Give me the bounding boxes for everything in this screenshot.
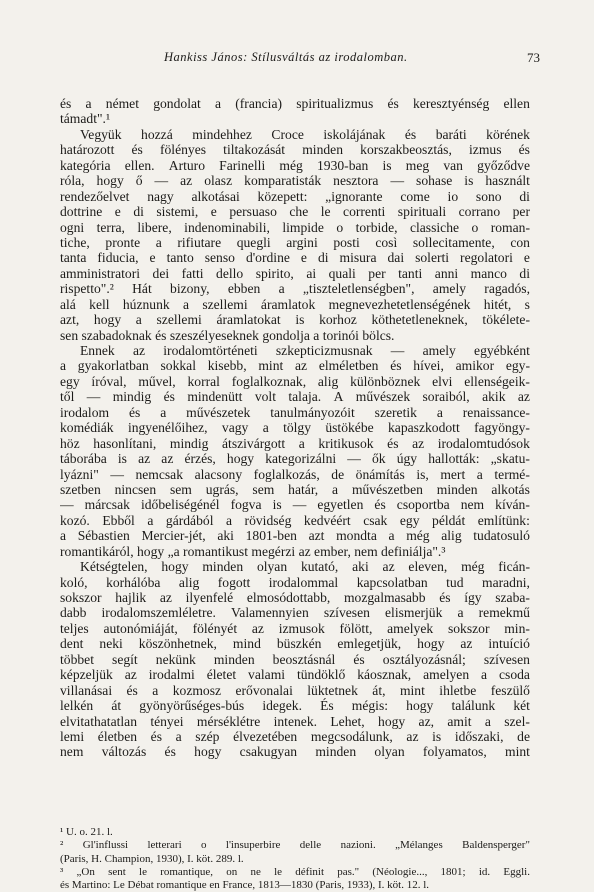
text-line: táborába is az az érzés, hogy kategorizálni — ők úgy hallották: „skatu- bbox=[60, 451, 530, 467]
text-line: romantikáról, hogy „a romantikust megérzi az ember, nem definiálja".³ bbox=[60, 543, 446, 559]
text-line: sokszor hajlik az ilyenfelé elmosódottabb, mozgalmasabb és így szaba- bbox=[60, 590, 530, 605]
page-number: 73 bbox=[527, 50, 540, 65]
text-line: egy íróval, művel, korral foglalkoznak, alig különböznek elvi ellenségeik- bbox=[60, 373, 530, 389]
text-line: elvitathatatlan tényei mérséklétre intenek. Lehet, hogy az, amit a szel- bbox=[60, 713, 530, 729]
text-line: alá kell húznunk a szellemi áramlatok megnevezhetetlenségének hitét, s bbox=[60, 296, 530, 312]
text-line: sen szabadoknak és szeszélyeseknek gondolja a torinói bölcs. bbox=[60, 327, 395, 343]
text-line: teljes autonómiáját, fölényét az izmusok fölött, amelyek sokszor min- bbox=[60, 620, 530, 636]
page-header bbox=[60, 50, 540, 70]
running-head: Hankiss János: Stílusváltás az irodalomban. bbox=[164, 50, 408, 64]
text-line: — márcsak időbeliségénél fogva is — egyetlen és csoportba nem kíván- bbox=[60, 497, 530, 513]
text-line: kozó. Ebből a gárdából a rövidség kedvéért csak egy példát említünk: bbox=[60, 512, 530, 528]
text-line: róla, hogy ő — az olasz komparatisták nesztora — sohase is használt bbox=[60, 173, 530, 189]
text-line: a gyakorlatban sokkal kisebb, mint az elméletben és hívei, amikor egy- bbox=[60, 358, 530, 374]
text-line: ogni terra, libere, indenominabili, limpide o torbide, classiche o roman- bbox=[60, 219, 530, 235]
text-line: támadt".¹ bbox=[60, 111, 111, 127]
text-line: lelkén át gyönyörűséges-bús idegek. És mégis: hogy találunk két bbox=[60, 698, 530, 714]
text-line: többet segít nekünk minden beosztásnál és osztályozásnál; szívesen bbox=[60, 651, 530, 667]
text-line: képzeljük az irodalmi életet valami tündöklő káosznak, amelyen a csoda bbox=[60, 667, 530, 683]
footnote-line: ¹ U. o. 21. l. bbox=[60, 826, 113, 838]
text-line: től — mindig és mindenütt volt talaja. A művészek soraiból, akik az bbox=[60, 389, 530, 405]
body-text bbox=[60, 96, 530, 760]
text-line: komédiák ingyenélőihez, vagy a tölgy üstökébe kapaszkodott fagyöngy- bbox=[60, 420, 530, 436]
text-line: és a német gondolat a (francia) spiritualizmus és keresztyénség ellen bbox=[60, 96, 530, 111]
text-line: kategória ellen. Arturo Farinelli még 1930-ban is meg van győződve bbox=[60, 157, 530, 173]
text-line: Ennek az irodalomtörténeti szkepticizmusnak — amely egyébként bbox=[80, 343, 530, 358]
text-line: tanta fiducia, e tanto senso d'ordine e di misura dai solerti regolatori e bbox=[60, 250, 530, 266]
text-line: irodalom és a művészetek tanulmányozóit szeretik a renaissance- bbox=[60, 404, 530, 420]
text-line: lyázni" — nemcsak alacsony foglalkozás, de önámítás is, mert a termé- bbox=[60, 466, 530, 482]
text-line: azt, hogy a szellemi áramlatokat is korhoz köthetetleneknek, tökélete- bbox=[60, 312, 530, 328]
text-line: dottrine e di sistemi, e persuaso che le correnti spirituali corrano per bbox=[60, 204, 530, 220]
text-line: a Sébastien Mercier-jét, aki 1801-ben azt mondta a még alig tudatosuló bbox=[60, 528, 530, 544]
text-line: villanásai és a kozmosz erővonalai lüktetnek át, mint ihletbe feszülő bbox=[60, 682, 530, 698]
text-line: Vegyük hozzá mindehhez Croce iskolájának és baráti körének bbox=[80, 126, 530, 142]
text-line: határozott és fölényes tiltakozását minden korszakbeosztás, izmus és bbox=[60, 142, 530, 158]
text-line: höz hasonlítani, mindig átszivárgott a kritikusok és az irodalomtudósok bbox=[60, 435, 530, 451]
footnotes bbox=[60, 826, 530, 892]
text-line: koló, korhálóba alig fogott irodalommal kapcsolatban tud maradni, bbox=[60, 574, 530, 590]
footnote-line: ² Gl'influssi letterari o l'insuperbire delle nazioni. „Mélanges Baldensperger" bbox=[60, 839, 530, 852]
text-line: tiche, pronte a rifiutare quegli argini posti così sollecitamente, con bbox=[60, 234, 530, 250]
footnote-line: (Paris, H. Champion, 1930), I. köt. 289. l. bbox=[60, 852, 244, 865]
text-line: dabb irodalomszemléletre. Valamennyien szívesen elismerjük a remekmű bbox=[60, 605, 530, 621]
text-line: szetben nincsen sem ugrás, sem határ, a művészetben minden alkotás bbox=[60, 481, 530, 497]
footnote-line: ³ „On sent le romantique, on ne le définit pas." (Néologie..., 1801; id. Eggli. bbox=[60, 865, 530, 878]
text-line: rispetto".² Hát bizony, ebben a „tiszteletlenségben", amely ragadós, bbox=[60, 281, 530, 297]
text-line: rendezőelvet nagy alkotásai közepett: „ignorante come io sono di bbox=[60, 188, 530, 204]
text-line: dent neki köszönhetnek, mind büszkén emlegetjük, hogy az intuíció bbox=[60, 636, 530, 652]
footnote-line: és Martino: Le Débat romantique en France, 1813—1830 (Paris, 1933), I. köt. 12. l. bbox=[60, 879, 430, 892]
text-line: Kétségtelen, hogy minden olyan kutató, aki az eleven, még ficán- bbox=[80, 559, 530, 575]
text-line: nem változás és hogy csakugyan minden olyan folyamatos, mint bbox=[60, 744, 530, 760]
text-line: amministratori dei fatti dello spirito, ai quali per tanti anni manco di bbox=[60, 265, 530, 281]
text-line: lemi életben és a szép élvezetében megcsodálunk, az is időszaki, de bbox=[60, 728, 530, 744]
